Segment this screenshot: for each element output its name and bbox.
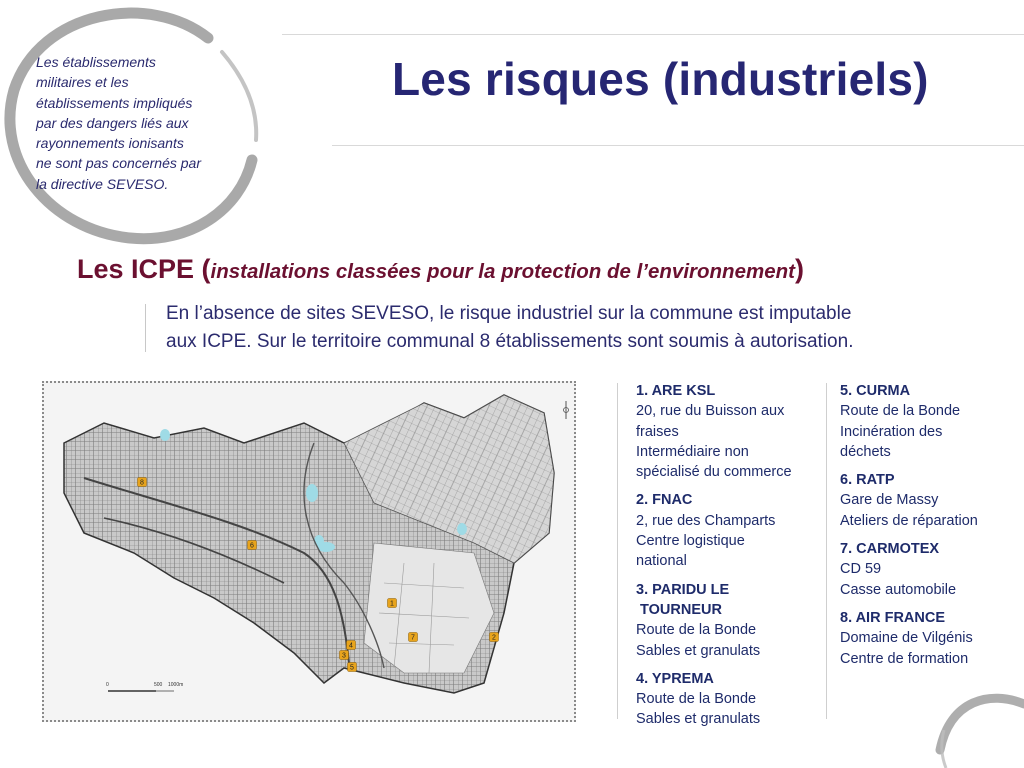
- intro-text: [166, 300, 853, 356]
- establishment-entry: [636, 669, 792, 730]
- scale-label: 500: [154, 682, 163, 688]
- establishment-detail: 2, rue des Champarts: [636, 512, 776, 529]
- establishment-name-cont: TOURNEUR: [636, 601, 722, 618]
- establishment-entry: [840, 608, 978, 669]
- decorative-ring-bottom: [930, 690, 1024, 768]
- title-rule-top: [282, 34, 1024, 35]
- column-separator: [826, 383, 827, 719]
- side-note-line: ne sont pas concernés par: [36, 155, 201, 172]
- establishment-detail: Casse automobile: [840, 581, 957, 598]
- marker-8: [138, 478, 147, 487]
- marker-6: [248, 541, 257, 550]
- establishment-name: 5. CURMA: [840, 383, 911, 399]
- establishment-detail: Route de la Bonde: [840, 403, 961, 420]
- establishment-detail: CD 59: [840, 561, 882, 578]
- establishment-detail: Route de la Bonde: [636, 622, 757, 639]
- intro-line: aux ICPE. Sur le territoire communal 8 établissements sont soumis à autorisation.: [166, 331, 854, 352]
- marker-label: 5: [350, 664, 354, 672]
- establishments-column-1: [636, 381, 792, 738]
- establishment-entry: [636, 381, 792, 482]
- marker-4: [347, 641, 356, 650]
- marker-label: 6: [250, 542, 254, 550]
- establishment-name: 8. AIR FRANCE: [840, 609, 945, 626]
- establishment-detail: 20, rue du Buisson aux: [636, 403, 785, 420]
- intro-divider: [145, 304, 146, 352]
- side-note-line: établissements impliqués: [36, 94, 193, 111]
- establishment-detail: Route de la Bonde: [636, 691, 757, 708]
- marker-label: 4: [349, 642, 353, 650]
- marker-1: [388, 599, 397, 608]
- intro-line: En l’absence de sites SEVESO, le risque industriel sur la commune est imputable: [166, 303, 852, 324]
- marker-2: [490, 633, 499, 642]
- establishment-entry: [840, 470, 978, 531]
- title-rule-bottom: [332, 145, 1024, 146]
- marker-label: 1: [390, 600, 394, 608]
- establishment-name: 6. RATP: [840, 472, 895, 489]
- subtitle-suffix: ): [794, 254, 804, 284]
- commune-map: [42, 381, 576, 722]
- establishment-detail: déchets: [840, 443, 891, 460]
- marker-label: 7: [411, 634, 415, 642]
- section-subtitle: [77, 254, 804, 285]
- marker-7: [409, 633, 418, 642]
- establishment-detail: Centre de formation: [840, 650, 969, 667]
- establishment-name: 4. YPREMA: [636, 670, 714, 687]
- establishments-column-2: [840, 381, 978, 677]
- north-arrow-icon: [564, 401, 569, 419]
- marker-label: 3: [342, 652, 346, 660]
- marker-label: 2: [492, 634, 496, 642]
- establishment-detail: Domaine de Vilgénis: [840, 630, 973, 647]
- scale-label: 1000m: [168, 682, 184, 688]
- establishment-name: 3. PARIDU LE: [636, 581, 730, 598]
- establishment-detail: Sables et granulats: [636, 711, 761, 728]
- establishment-detail: Incinération des: [840, 423, 943, 440]
- marker-5: [348, 663, 357, 672]
- establishment-detail: Ateliers de réparation: [840, 512, 978, 529]
- establishment-name: 1. ARE KSL: [636, 383, 716, 399]
- establishment-entry: [840, 539, 978, 600]
- side-note: [36, 52, 246, 194]
- establishment-detail: spécialisé du commerce: [636, 464, 792, 481]
- establishment-name: 7. CARMOTEX: [840, 541, 940, 558]
- establishment-detail: Intermédiaire non: [636, 443, 749, 460]
- establishment-detail: national: [636, 553, 687, 570]
- establishment-detail: Gare de Massy: [840, 492, 939, 509]
- establishment-entry: [636, 490, 792, 571]
- side-note-line: militaires et les: [36, 74, 129, 91]
- side-note-line: Les établissements: [36, 54, 156, 70]
- side-note-line: rayonnements ionisants: [36, 135, 184, 152]
- establishment-entry: [636, 580, 792, 661]
- subtitle-prefix: Les ICPE (: [77, 254, 211, 284]
- column-separator: [617, 383, 618, 719]
- scale-label: 0: [106, 682, 109, 688]
- scale-bar: [106, 682, 183, 691]
- establishment-detail: fraises: [636, 423, 679, 440]
- page-title: Les risques (industriels): [392, 53, 929, 105]
- marker-label: 8: [140, 479, 144, 487]
- subtitle-italic: installations classées pour la protection de l’environnement: [210, 260, 795, 283]
- establishment-entry: [840, 381, 978, 462]
- side-note-line: par des dangers liés aux: [36, 114, 189, 131]
- commune-territory: [64, 395, 554, 693]
- marker-3: [340, 651, 349, 660]
- side-note-line: la directive SEVESO.: [36, 175, 169, 192]
- establishment-detail: Centre logistique: [636, 533, 745, 550]
- establishment-name: 2. FNAC: [636, 492, 693, 509]
- establishment-detail: Sables et granulats: [636, 642, 761, 659]
